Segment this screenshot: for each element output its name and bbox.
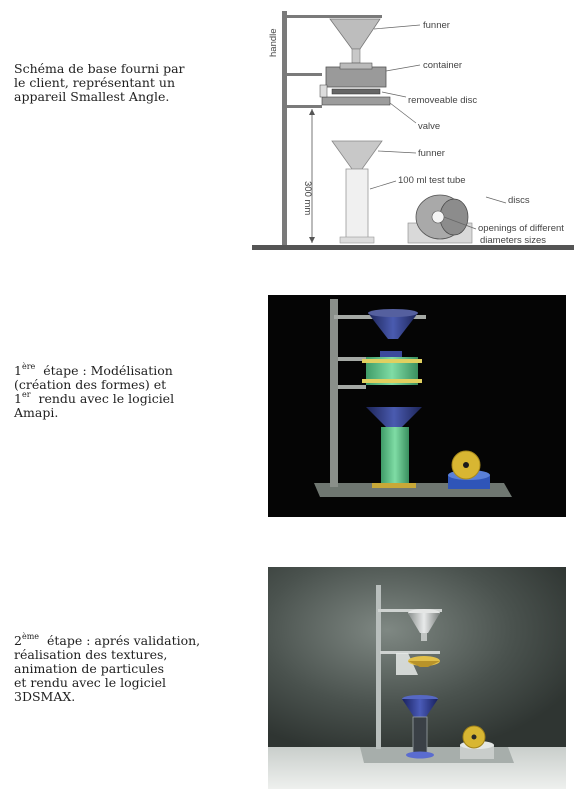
caption-line: le client, représentant un (14, 75, 176, 90)
amapi-funnel-rim (368, 309, 418, 317)
caption-basic-schema (14, 62, 185, 104)
caption-line: appareil Smallest Angle. (14, 89, 170, 104)
render-amapi (268, 295, 566, 517)
schema-svg (248, 5, 578, 255)
caption-line: animation de particules (14, 661, 165, 676)
caption-line: 3DSMAX. (14, 689, 76, 704)
ordinal-suffix: ème (21, 632, 40, 641)
schema-funnel-top-stem (352, 49, 360, 63)
caption-line: Amapi. (14, 405, 59, 420)
caption-text: étape : Modélisation (35, 363, 173, 378)
caption-step-1 (14, 364, 174, 420)
schema-dim-arrow-bottom (309, 237, 315, 243)
label-openings-2: diameters sizes (480, 235, 546, 246)
leader-valve (390, 103, 416, 123)
max-funnel-stem (421, 633, 427, 641)
leader-test-tube (370, 181, 396, 189)
leader-funnel-bottom (378, 151, 416, 153)
caption-text: rendu avec le logiciel (30, 391, 175, 406)
render-3dsmax (268, 567, 566, 789)
caption-line (14, 364, 174, 378)
caption-line: (création des formes) et (14, 377, 167, 392)
leader-disc (382, 92, 406, 97)
caption-line: réalisation des textures, (14, 647, 168, 662)
amapi-disc-hole (463, 462, 469, 468)
schema-container (326, 67, 386, 87)
schema-funnel-top (330, 19, 380, 49)
amapi-pole (330, 299, 338, 487)
label-discs: discs (508, 195, 530, 206)
ordinal-suffix: er (21, 390, 31, 399)
caption-step-2 (14, 634, 200, 704)
label-valve: valve (418, 121, 441, 132)
render-amapi-svg (268, 295, 566, 517)
schema-dim-arrow-top (309, 109, 315, 115)
leader-container (386, 65, 420, 71)
schema-lower-arm (282, 105, 322, 108)
amapi-container-cap (380, 351, 402, 357)
amapi-container-ring-bottom (362, 379, 422, 383)
ordinal-number: 2 (14, 633, 22, 648)
schema-handle-knob (320, 85, 327, 97)
amapi-lower-arm (338, 385, 366, 389)
label-funnel-bottom: funner (418, 148, 445, 159)
schema-middle-arm (282, 73, 322, 76)
max-middle-arm (380, 651, 440, 654)
render-3dsmax-svg (268, 567, 566, 789)
leader-discs (486, 197, 506, 203)
caption-text: étape : aprés validation, (39, 633, 201, 648)
schema-test-tube (346, 169, 368, 241)
technical-schema-diagram (248, 5, 578, 255)
amapi-tube-base (372, 483, 416, 488)
schema-test-tube-base (340, 237, 374, 243)
amapi-middle-arm (338, 357, 366, 361)
label-test-tube: 100 ml test tube (398, 175, 466, 186)
schema-stand-pole (282, 11, 287, 245)
label-openings-1: openings of different (478, 223, 564, 234)
schema-removable-disc (332, 89, 380, 94)
leader-funnel-top (374, 25, 420, 29)
label-handle: handle (268, 28, 279, 57)
schema-disc-opening (432, 211, 444, 223)
schema-valve (322, 97, 390, 105)
caption-line (14, 634, 200, 648)
ordinal-suffix: ère (21, 362, 36, 371)
amapi-funnel-bottom (366, 407, 422, 427)
max-test-tube (413, 717, 427, 755)
label-container: container (423, 60, 463, 71)
schema-container-top (340, 63, 372, 69)
schema-top-arm (282, 15, 382, 18)
schema-funnel-bottom (332, 141, 382, 169)
ordinal-number: 1 (14, 363, 22, 378)
amapi-test-tube (381, 427, 409, 483)
caption-line (14, 392, 174, 406)
max-tube-base (406, 752, 434, 759)
label-removable-disc: removeable disc (408, 95, 478, 106)
max-disc-hole (472, 735, 477, 740)
caption-line: Schéma de base fourni par (14, 61, 185, 76)
caption-line: et rendu avec le logiciel (14, 675, 167, 690)
label-height: 300 mm (302, 181, 313, 216)
ordinal-number: 1 (14, 391, 22, 406)
amapi-container-ring-top (362, 359, 422, 363)
label-funnel-top: funner (423, 20, 450, 31)
